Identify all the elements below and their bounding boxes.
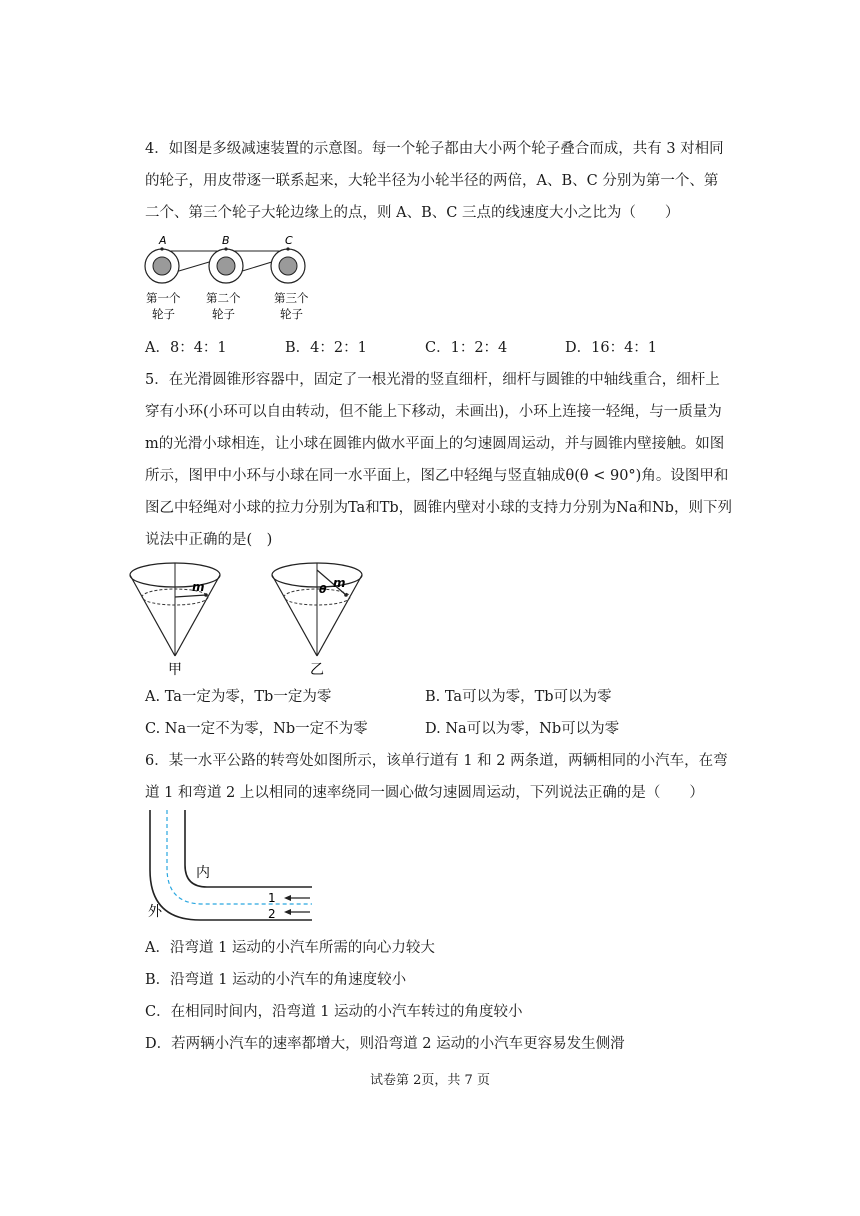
q6-line-1: 6．某一水平公路的转弯处如图所示，该单行道有 1 和 2 两条道，两辆相同的小汽车，在弯 (145, 753, 728, 769)
point-b-label: B (222, 234, 230, 247)
q6-option-b[interactable]: B．沿弯道 1 运动的小汽车的角速度较小 (145, 972, 407, 988)
outer-label: 外 (148, 904, 162, 920)
lane-2-label: 2 (268, 907, 276, 921)
wheel-3-label: 第三个 (274, 291, 309, 305)
q6-option-d[interactable]: D．若两辆小汽车的速率都增大，则沿弯道 2 运动的小汽车更容易发生侧滑 (145, 1036, 625, 1052)
q5-option-c[interactable]: C. Na一定不为零，Nb一定不为零 (145, 721, 368, 737)
q6-option-a[interactable]: A．沿弯道 1 运动的小汽车所需的向心力较大 (145, 940, 435, 956)
q5-line-4: 所示，图甲中小环与小球在同一水平面上，图乙中轻绳与竖直轴成θ(θ < 90°)角。设图甲和 (145, 468, 729, 484)
point-a-label: A (159, 234, 167, 247)
q5-cone-figure (125, 556, 365, 681)
wheel-1-label-2: 轮子 (152, 307, 175, 321)
q4-line-2: 的轮子，用皮带逐一联系起来，大轮半径为小轮半径的两倍，A、B、C 分别为第一个、第 (145, 173, 719, 189)
q4-option-a[interactable]: A．8：4：1 (145, 340, 227, 356)
mass-label-b: m (333, 576, 346, 590)
q5-line-3: m的光滑小球相连，让小球在圆锥内做水平面上的匀速圆周运动，并与圆锥内壁接触。如图 (145, 436, 725, 452)
caption-yi: 乙 (310, 662, 324, 678)
q6-option-c[interactable]: C．在相同时间内，沿弯道 1 运动的小汽车转过的角度较小 (145, 1004, 523, 1020)
q5-option-b[interactable]: B. Ta可以为零，Tb可以为零 (425, 689, 612, 705)
inner-label: 内 (196, 865, 210, 881)
q4-line-3: 二个、第三个轮子大轮边缘上的点，则 A、B、C 三点的线速度大小之比为（ ） (145, 205, 680, 221)
q4-option-c[interactable]: C．1：2：4 (425, 340, 508, 356)
q5-option-d[interactable]: D. Na可以为零，Nb可以为零 (425, 721, 620, 737)
q6-line-2: 道 1 和弯道 2 上以相同的速率绕同一圆心做匀速圆周运动，下列说法正确的是（ ） (145, 785, 704, 801)
q4-line-1: 4．如图是多级减速装置的示意图。每一个轮子都由大小两个轮子叠合而成，共有 3 对相同 (145, 141, 724, 157)
wheel-1-label: 第一个 (146, 291, 181, 305)
wheel-3-label-2: 轮子 (280, 307, 303, 321)
q5-option-a[interactable]: A. Ta一定为零，Tb一定为零 (145, 689, 332, 705)
angle-label: θ (319, 583, 327, 596)
q6-road-figure (140, 810, 320, 930)
mass-label-a: m (192, 580, 205, 594)
q5-line-1: 5．在光滑圆锥形容器中，固定了一根光滑的竖直细杆，细杆与圆锥的中轴线重合，细杆上 (145, 372, 720, 388)
point-c-label: C (285, 234, 293, 247)
q4-option-b[interactable]: B．4：2：1 (285, 340, 367, 356)
q5-line-6: 说法中正确的是( ) (145, 532, 273, 548)
q5-line-2: 穿有小环(小环可以自由转动，但不能上下移动，未画出)，小环上连接一轻绳，与一质量为 (145, 404, 722, 420)
wheel-2-label-2: 轮子 (212, 307, 235, 321)
page-footer: 试卷第 2页，共 7 页 (370, 1073, 490, 1088)
q4-pulley-figure (140, 228, 325, 326)
lane-1-label: 1 (268, 891, 276, 905)
q4-option-d[interactable]: D．16：4：1 (565, 340, 658, 356)
wheel-2-label: 第二个 (206, 291, 241, 305)
caption-jia: 甲 (168, 662, 182, 678)
q5-line-5: 图乙中轻绳对小球的拉力分别为Ta和Tb，圆锥内壁对小球的支持力分别为Na和Nb，则下列 (145, 500, 732, 516)
